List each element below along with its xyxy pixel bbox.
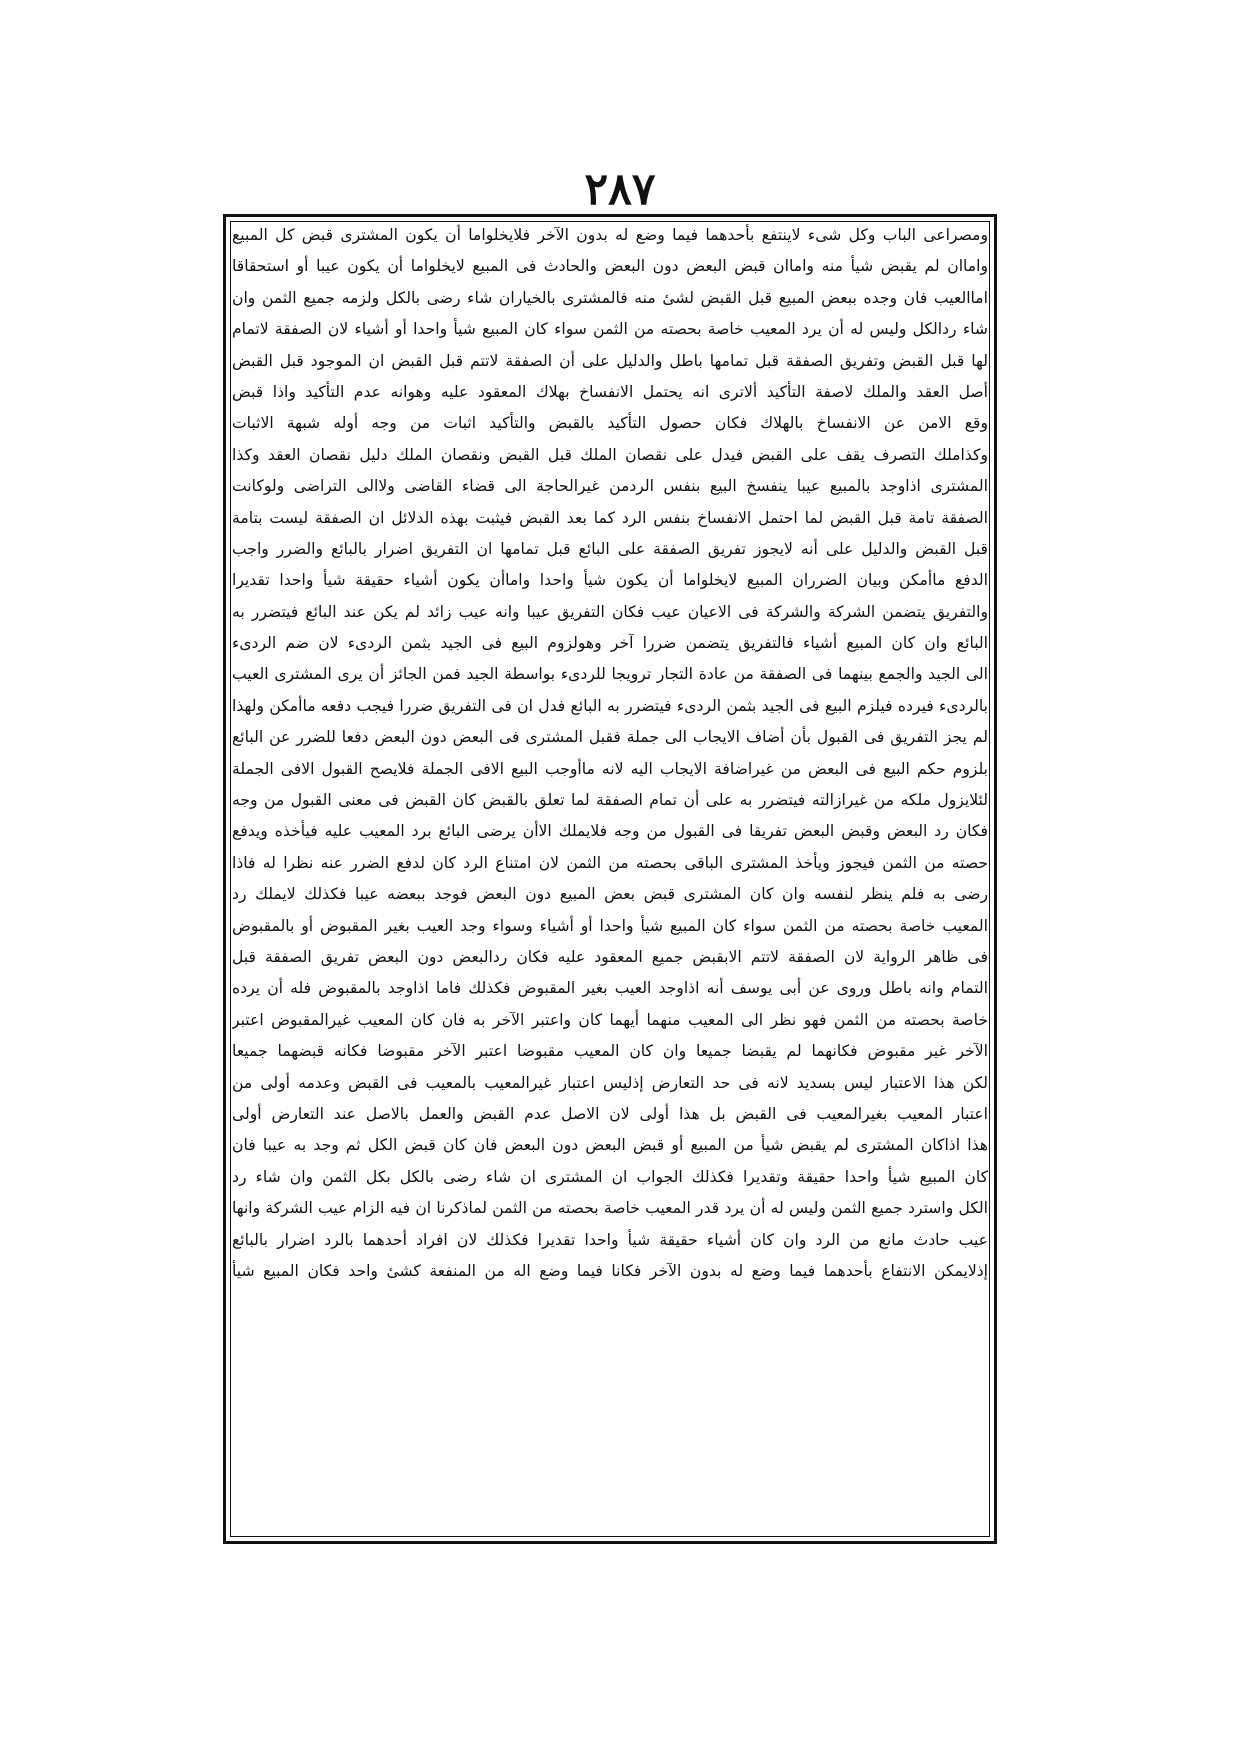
text-line: رضی به فلم ینظر لنفسه وان کان المشتری قبض بعض المبیع دون البعض فوجد ببعضه عیبا فکذلك لایملك رد [232,885,988,904]
text-line: حصته من الثمن فیجوز ویأخذ المشتری الباقی بحصته من الثمن لان امتناع الرد کان لدفع الضرر عنه نظرا له فاذا [232,853,988,872]
text-line: فکان رد البعض وقبض البعض تفریقا فی القبول من وجه فلایملك الاأن یرضی البائع برد المعیب علیه فیأخذه ویدفع [232,822,988,841]
text-line: الکل واسترد جمیع الثمن ولیس له أن یرد قدر المعیب خاصة بحصته من الثمن لماذکرنا ان فیه الزام عیب الشرکة وانها [232,1199,988,1218]
text-line: قبل القبض والدلیل علی أنه لایجوز تفریق الصفقة علی البائع قبل تمامها ان التفریق اضرار بالبائع والضرر واجب [232,539,988,558]
text-line: لئلایزول ملکه من غیرازالته فیتضرر به علی أن تمام الصفقة لما تعلق بالقبض کان القبض فی معنی القبول من وجه [232,791,988,810]
text-line: إذلایمکن الانتفاع بأحدهما فیما وضع له بدون الآخر فکانا فیما وضع اله من المنفعة کشیٔ واحد فکان المبیع شیأ [232,1261,988,1280]
text-body [232,220,988,1538]
text-line: بالردیء فیرده فیلزم البیع فی الجید بثمن الردیء فیتضرر به البائع فدل ان فی التفریق ضررا فیجب دفعه ماأمکن ولهذا [232,696,988,715]
text-line: خاصة بحصته من الثمن فهو نظر الی المعیب منهما أیهما کان واعتبر الآخر به فان کان المعیب غیرالمقبوض اعتبر [232,1010,988,1029]
text-line: ومصراعی الباب وکل شیء لاینتفع بأحدهما فیما وضع له بدون الآخر فلایخلواما أن یکون المشتری قبض کل المبیع [232,226,988,244]
text-line: فی ظاهر الروایة لان الصفقة لاتتم الابقبض جمیع المعقود علیه فکان ردالبعض دون البعض تفریق الصفقة قبل [232,947,988,966]
text-line: اعتبار المعیب بغیرالمعیب فی القبض بل هذا أولی لان الاصل عدم القبض والعمل بالاصل عند التعارض أولی [232,1104,988,1123]
text-line: الصفقة تامة قبل القبض لما احتمل الانفساخ بنفس الرد کما بعد القبض فیثبت بهذه الدلائل ان الصفقة لیست بتامة [232,508,988,527]
text-line: وکذاملك التصرف یقف علی القبض فیدل علی نقصان الملك قبل القبض ونقصان الملك دلیل نقصان العقد وکذا [232,445,988,464]
text-line: المعیب خاصة بحصته من الثمن سواء کان المبیع شیأ واحدا أو أشیاء وسواء وجد العیب بغیر المقبوض أو بالمقبوض [232,916,988,935]
text-line: کان المبیع شیأ واحدا حقیقة وتقدیرا فکذلك الجواب ان المشتری ان شاء رضی بالکل بکل الثمن وان شاء رد [232,1167,988,1186]
text-line: اماالعیب فان وجده ببعض المبیع قبل القبض لشیٔ منه فالمشتری بالخیاران شاء رضی بالکل ولزمه جمیع الثمن وان [232,288,988,307]
text-line: الی الجید والجمع بینهما فی الصفقة من عادة التجار ترویجا للردیء بواسطة الجید فمن الجائز أن یری المشتری العیب [232,665,988,684]
text-line: واماان لم یقبض شیأ منه واماان قبض البعض دون البعض والحادث فی المبیع لایخلواما أن یکون عیبا أو استحقاقا [232,257,988,276]
text-line: عیب حادث مانع من الرد وان کان أشیاء حقیقة شیأ واحدا تقدیرا فکذلك لان افراد أحدهما بالرد اضرار بالبائع [232,1230,988,1249]
text-line: الدفع ماأمکن وبیان الضرران المبیع لایخلواما أن یکون شیأ واحدا واماأن یکون أشیاء حقیقة شیأ واحدا تقدیرا [232,571,988,590]
text-line: لها قبل القبض وتفریق الصفقة قبل تمامها باطل والدلیل علی أن الصفقة لاتتم قبل القبض ان الموجود قبل القبض [232,351,988,370]
text-line: والتفریق یتضمن الشرکة والشرکة فی الاعیان عیب فکان التفریق عیبا وانه عیب زائد لم یکن عند البائع فیتضرر به [232,602,988,621]
text-line: البائع وان کان المبیع أشیاء فالتفریق یتضمن ضررا آخر وهولزوم البیع فی الجید بثمن الردیء لان ضم الردیء [232,634,988,653]
text-line: لکن هذا الاعتبار لیس بسدید لانه فی حد التعارض إذلیس اعتبار غیرالمعیب بالمعیب فی القبض وعدمه أولی من [232,1073,988,1092]
text-line: لم یجز التفریق فی القبول بأن أضاف الایجاب الی جملة فقبل المشتری فی البعض دون البعض دفعا للضرر عن البائع [232,728,988,747]
text-line: هذا اذاکان المشتری لم یقبض شیأ من المبیع أو قبض البعض دون البعض فان کان قبض الکل ثم وجد به عیبا فان [232,1136,988,1155]
text-line: الآخر غیر مقبوض فکانهما لم یقبضا جمیعا وان کان المعیب مقبوضا اعتبر الآخر مقبوضا فکانه قبضهما جمیعا [232,1042,988,1061]
page-number: ٢٨٧ [584,164,656,215]
text-line: أصل العقد والملك لاصفة التأکید ألاتری انه یحتمل الانفساخ بهلاك المعقود علیه وهوانه عدم التأکید واذا قبض [232,382,988,401]
text-line: شاء ردالکل ولیس له أن یرد المعیب خاصة بحصته من الثمن سواء کان المبیع شیأ واحدا أو أشیاء لان الصفقة لاتمام [232,320,988,339]
text-line: بلزوم حکم البیع فی البعض من غیراضافة الایجاب الیه لانه ماأوجب البیع الافی الجملة فلایصح القبول الافی الجملة [232,759,988,778]
text-line: التمام وانه باطل وروی عن أبی یوسف أنه اذاوجد العیب بغیر المقبوض فکذلك فاما اذاوجد بالمقبوض فله أن یرده [232,979,988,998]
text-line: المشتری اذاوجد بالمبیع عیبا ینفسخ البیع بنفس الردمن غیرالحاجة الی قضاء القاضی ولاالی التراضی ولوکانت [232,477,988,496]
text-line: وقع الامن عن الانفساخ بالهلاك فکان حصول التأکید بالقبض والتأکید اثبات من وجه أوله شبهة الاثبات [232,414,988,433]
